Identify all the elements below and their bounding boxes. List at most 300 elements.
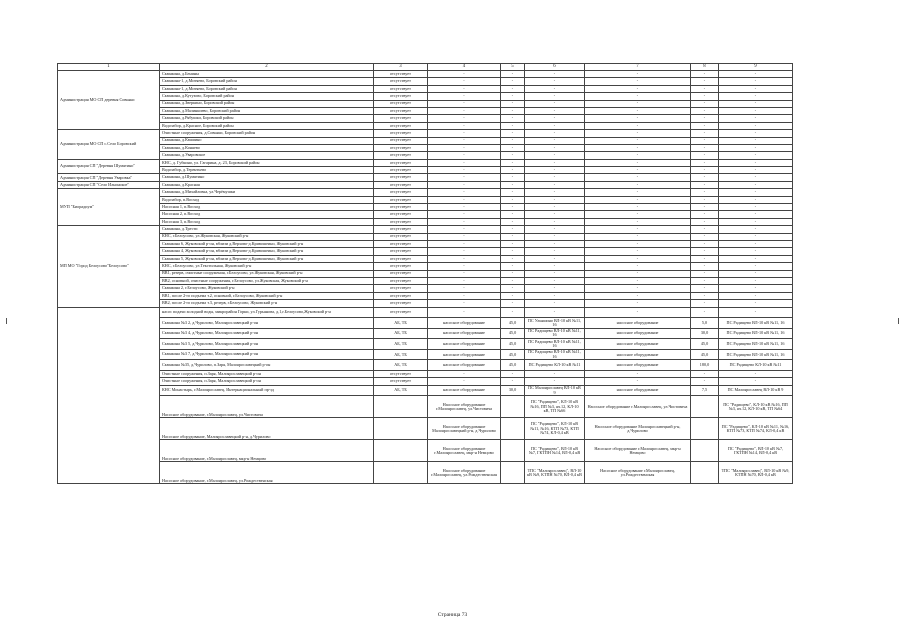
- feeder-cell: -: [525, 159, 585, 166]
- capacity-cell: -: [501, 85, 525, 92]
- document-sheet: [57, 63, 793, 484]
- capacity-alt-cell: -: [691, 100, 719, 107]
- feeder-alt-cell: -: [719, 167, 793, 174]
- object-name-cell: КНС, д. Губкино, ул. Гагарина, д. 23, Боровский район: [160, 159, 374, 166]
- equipment-cell: -: [428, 137, 501, 144]
- column-number: 1: [58, 64, 160, 71]
- header-row: [58, 64, 793, 71]
- equipment-alt-cell: -: [585, 255, 691, 262]
- feeder-alt-cell: ПС "Радищево", КЛ-10 кВ №11, №16, КТП №73, КТП №74, КЛ-0,4 кВ: [719, 418, 793, 440]
- power-source-cell: АБ, ТБ: [374, 328, 428, 339]
- equipment-cell: -: [428, 248, 501, 255]
- equipment-cell: -: [428, 196, 501, 203]
- capacity-cell: -: [501, 107, 525, 114]
- equipment-alt-cell: -: [585, 71, 691, 78]
- object-name-cell: Насосное оборудование, г.Малоярославец, ул.Рождественская: [160, 462, 374, 484]
- capacity-alt-cell: -: [691, 71, 719, 78]
- equipment-cell: -: [428, 174, 501, 181]
- object-name-cell: Скважина, д.Михайловка, ул.Черёмушки: [160, 189, 374, 196]
- capacity-alt-cell: -: [691, 167, 719, 174]
- organization-cell: Администрация СП "Село Ильинское": [58, 181, 160, 188]
- equipment-alt-cell: насосное оборудование: [585, 360, 691, 371]
- feeder-alt-cell: ПС Радищево ВЛ-10 кВ №11, 16: [719, 328, 793, 339]
- object-name-cell: КНС, г.Белоусово, ул.Жуковская, Жуковский р-н: [160, 233, 374, 240]
- feeder-alt-cell: -: [719, 371, 793, 378]
- feeder-cell: -: [525, 181, 585, 188]
- capacity-cell: 45,0: [501, 349, 525, 360]
- feeder-cell: -: [525, 255, 585, 262]
- power-source-cell: отсутствует: [374, 78, 428, 85]
- feeder-alt-cell: -: [719, 196, 793, 203]
- feeder-cell: -: [525, 204, 585, 211]
- capacity-cell: -: [501, 189, 525, 196]
- feeder-alt-cell: -: [719, 248, 793, 255]
- equipment-cell: -: [428, 218, 501, 225]
- object-name-cell: КНС Монастырь, г.Малоярославец, Интернациональный пр-зд: [160, 385, 374, 396]
- feeder-cell: -: [525, 211, 585, 218]
- capacity-cell: -: [501, 137, 525, 144]
- capacity-alt-cell: -: [691, 378, 719, 385]
- capacity-cell: -: [501, 115, 525, 122]
- power-source-cell: [374, 440, 428, 462]
- equipment-alt-cell: Насосное оборудование Малоярославецкий р-н, д.Чурилово: [585, 418, 691, 440]
- table-row: [58, 396, 793, 418]
- feeder-cell: -: [525, 78, 585, 85]
- table-row: [58, 371, 793, 378]
- feeder-cell: -: [525, 174, 585, 181]
- object-name-cell: Скважина №3 7, д.Чурилово, Малоярославецкий р-он: [160, 349, 374, 360]
- table-row: [58, 233, 793, 240]
- table-row: [58, 152, 793, 159]
- table-row: [58, 292, 793, 299]
- feeder-alt-cell: -: [719, 240, 793, 247]
- equipment-cell: -: [428, 263, 501, 270]
- capacity-cell: [501, 462, 525, 484]
- equipment-cell: -: [428, 226, 501, 233]
- column-number: 8: [691, 64, 719, 71]
- equipment-cell: насосное оборудование: [428, 339, 501, 350]
- organization-cell: [58, 307, 160, 484]
- capacity-cell: -: [501, 174, 525, 181]
- feeder-alt-cell: -: [719, 378, 793, 385]
- equipment-alt-cell: Насосное оборудование г.Малоярославец, мкр-н Немцово: [585, 440, 691, 462]
- feeder-cell: -: [525, 71, 585, 78]
- table-row: [58, 159, 793, 166]
- object-name-cell: Скважина, д.Коняево: [160, 144, 374, 151]
- power-source-cell: отсутствует: [374, 218, 428, 225]
- equipment-alt-cell: -: [585, 137, 691, 144]
- equipment-alt-cell: насосное оборудование: [585, 349, 691, 360]
- feeder-cell: -: [525, 218, 585, 225]
- table-row: [58, 100, 793, 107]
- table-row: [58, 440, 793, 462]
- feeder-cell: -: [525, 196, 585, 203]
- table-row: [58, 349, 793, 360]
- equipment-cell: -: [428, 181, 501, 188]
- feeder-alt-cell: -: [719, 277, 793, 284]
- object-name-cell: Очистные сооружения, д.Совьяки, Боровский район: [160, 130, 374, 137]
- object-name-cell: Скважина 5, Жуковский р-он, вблизи д.Верхово-д.Кривошеино, Жуковский р-н: [160, 255, 374, 262]
- feeder-alt-cell: -: [719, 211, 793, 218]
- table-row: [58, 211, 793, 218]
- object-name-cell: Скважина №35, д.Чурилово, п.Заря, Малоярославецкий р-он: [160, 360, 374, 371]
- capacity-cell: -: [501, 211, 525, 218]
- capacity-cell: 30,0: [501, 385, 525, 396]
- feeder-alt-cell: ПС Радищево ВЛ-10 кВ №11, 16: [719, 318, 793, 329]
- equipment-cell: насосное оборудование: [428, 318, 501, 329]
- capacity-alt-cell: -: [691, 152, 719, 159]
- table-row: [58, 144, 793, 151]
- feeder-cell: -: [525, 167, 585, 174]
- equipment-cell: Насосное оборудование г.Малоярославец, ул.Чистовича: [428, 396, 501, 418]
- table-row: [58, 462, 793, 484]
- equipment-alt-cell: -: [585, 130, 691, 137]
- table-row: [58, 130, 793, 137]
- power-source-cell: отсутствует: [374, 277, 428, 284]
- capacity-cell: -: [501, 240, 525, 247]
- power-source-cell: отсутствует: [374, 167, 428, 174]
- object-name-cell: Скважина, д.Бенины: [160, 71, 374, 78]
- feeder-alt-cell: ПС Радищево ВЛ-10 кВ №11, 16: [719, 339, 793, 350]
- equipment-cell: -: [428, 152, 501, 159]
- capacity-alt-cell: 45,0: [691, 349, 719, 360]
- power-source-cell: отсутствует: [374, 122, 428, 129]
- capacity-alt-cell: -: [691, 78, 719, 85]
- object-name-cell: ВВ1, резерв, очистные сооружения, г.Белоусово, ул.Жуковская, Жуковский р-н: [160, 270, 374, 277]
- equipment-alt-cell: -: [585, 263, 691, 270]
- capacity-alt-cell: -: [691, 211, 719, 218]
- feeder-alt-cell: ПС Радищево КЛ-10 кВ №11: [719, 360, 793, 371]
- capacity-alt-cell: -: [691, 85, 719, 92]
- capacity-alt-cell: -: [691, 189, 719, 196]
- capacity-cell: -: [501, 152, 525, 159]
- equipment-alt-cell: -: [585, 226, 691, 233]
- feeder-alt-cell: ПС Радищево ВЛ-10 кВ №11, 16: [719, 349, 793, 360]
- equipment-alt-cell: -: [585, 285, 691, 292]
- feeder-cell: -: [525, 137, 585, 144]
- capacity-alt-cell: -: [691, 122, 719, 129]
- capacity-cell: -: [501, 167, 525, 174]
- capacity-alt-cell: -: [691, 93, 719, 100]
- capacity-alt-cell: -: [691, 233, 719, 240]
- power-source-cell: отсутствует: [374, 378, 428, 385]
- table-row: [58, 248, 793, 255]
- feeder-cell: ПС "Радищево", КЛ-10 кВ №11, №16, КТП №73, КТП №74, КЛ-0,4 кВ: [525, 418, 585, 440]
- capacity-cell: -: [501, 371, 525, 378]
- capacity-alt-cell: -: [691, 307, 719, 318]
- equipment-cell: -: [428, 277, 501, 284]
- equipment-alt-cell: -: [585, 371, 691, 378]
- object-name-cell: Скважина №3 4, д.Чурилово, Малоярославецкий р-он: [160, 328, 374, 339]
- equipment-alt-cell: -: [585, 233, 691, 240]
- equipment-alt-cell: -: [585, 248, 691, 255]
- equipment-cell: Насосное оборудование г.Малоярославец, ул.Рождественская: [428, 462, 501, 484]
- equipment-cell: Насосное оборудование г.Малоярославец, мкр-н Немцово: [428, 440, 501, 462]
- power-source-cell: отсутствует: [374, 130, 428, 137]
- power-source-cell: отсутствует: [374, 371, 428, 378]
- power-source-cell: отсутствует: [374, 292, 428, 299]
- object-name-cell: ВВ1, после 2-го подъема т.2, основной, г.Белоусово, Жуковский р-н: [160, 292, 374, 299]
- equipment-cell: -: [428, 240, 501, 247]
- capacity-cell: -: [501, 204, 525, 211]
- capacity-alt-cell: -: [691, 292, 719, 299]
- capacity-cell: -: [501, 270, 525, 277]
- capacity-cell: -: [501, 248, 525, 255]
- table-row: [58, 122, 793, 129]
- power-source-cell: АБ, ТБ: [374, 360, 428, 371]
- feeder-cell: -: [525, 300, 585, 307]
- feeder-cell: -: [525, 100, 585, 107]
- power-source-cell: отсутствует: [374, 93, 428, 100]
- table-row: [58, 285, 793, 292]
- equipment-alt-cell: -: [585, 204, 691, 211]
- feeder-cell: -: [525, 270, 585, 277]
- power-source-cell: отсутствует: [374, 263, 428, 270]
- equipment-alt-cell: -: [585, 292, 691, 299]
- feeder-cell: -: [525, 371, 585, 378]
- object-name-cell: Насосная 1, п.Восход: [160, 204, 374, 211]
- feeder-cell: ТПС "Малоярославец", ВЛ-10 кВ №9, КТПН №70, ВЛ-0,4 кВ: [525, 462, 585, 484]
- capacity-alt-cell: -: [691, 371, 719, 378]
- capacity-alt-cell: 180,0: [691, 360, 719, 371]
- equipment-alt-cell: -: [585, 100, 691, 107]
- equipment-cell: -: [428, 71, 501, 78]
- object-name-cell: Скважина №3 2, д.Чурилово, Малоярославецкий р-он: [160, 318, 374, 329]
- equipment-alt-cell: насосное оборудование: [585, 385, 691, 396]
- equipment-alt-cell: -: [585, 270, 691, 277]
- feeder-alt-cell: -: [719, 107, 793, 114]
- equipment-cell: -: [428, 167, 501, 174]
- feeder-alt-cell: -: [719, 307, 793, 318]
- capacity-cell: -: [501, 285, 525, 292]
- object-name-cell: Очистные сооружения, п.Заря, Малоярославецкий р-он: [160, 371, 374, 378]
- equipment-alt-cell: насосное оборудование: [585, 318, 691, 329]
- column-number: 6: [525, 64, 585, 71]
- table-row: [58, 378, 793, 385]
- capacity-alt-cell: -: [691, 107, 719, 114]
- power-source-cell: отсутствует: [374, 204, 428, 211]
- feeder-cell: ПС Радищево ВЛ-10 кВ №11, 16: [525, 339, 585, 350]
- power-source-cell: отсутствует: [374, 196, 428, 203]
- object-name-cell: Скважина, д.Уваровское: [160, 152, 374, 159]
- feeder-alt-cell: -: [719, 204, 793, 211]
- feeder-alt-cell: -: [719, 181, 793, 188]
- object-name-cell: Насосная 3, п.Восход: [160, 218, 374, 225]
- table-row: [58, 328, 793, 339]
- power-source-cell: отсутствует: [374, 233, 428, 240]
- object-name-cell: Скважина 4, Жуковский р-он, вблизи д.Верхово-д.Кривошеино, Жуковский р-н: [160, 248, 374, 255]
- object-name-cell: КНС, г.Белоусово, ул.Текстильная, Жуковский р-н: [160, 263, 374, 270]
- feeder-cell: -: [525, 130, 585, 137]
- capacity-alt-cell: [691, 396, 719, 418]
- capacity-alt-cell: -: [691, 159, 719, 166]
- power-source-cell: отсутствует: [374, 285, 428, 292]
- object-name-cell: ВВ2, после 2-го подъема т.3, резерв, г.Белоусово, Жуковский р-н: [160, 300, 374, 307]
- power-source-cell: отсутствует: [374, 211, 428, 218]
- object-name-cell: Насосное оборудование, г.Малоярославец, мкр-н Немцово: [160, 440, 374, 462]
- power-source-cell: отсутствует: [374, 270, 428, 277]
- feeder-alt-cell: -: [719, 130, 793, 137]
- organization-cell: МП МО "Город Белоусово"Белоусово": [58, 226, 160, 307]
- object-name-cell: Насосное оборудование, Малоярославецкий р-н, д.Чурилово: [160, 418, 374, 440]
- power-source-cell: отсутствует: [374, 85, 428, 92]
- object-name-cell: Скважина, д.Зверкино, Боровский район: [160, 100, 374, 107]
- table-row: [58, 181, 793, 188]
- table-row: [58, 174, 793, 181]
- capacity-alt-cell: -: [691, 204, 719, 211]
- equipment-alt-cell: -: [585, 240, 691, 247]
- capacity-cell: -: [501, 226, 525, 233]
- table-row: [58, 137, 793, 144]
- feeder-alt-cell: -: [719, 137, 793, 144]
- power-source-cell: отсутствует: [374, 255, 428, 262]
- capacity-alt-cell: -: [691, 196, 719, 203]
- feeder-alt-cell: -: [719, 93, 793, 100]
- capacity-alt-cell: -: [691, 263, 719, 270]
- capacity-alt-cell: -: [691, 137, 719, 144]
- equipment-cell: -: [428, 130, 501, 137]
- object-name-cell: насос подачи холодной воды, микрорайон Горки, ул.Гурьянова, д.1,г.Белоусово,Жуковский р-н: [160, 307, 374, 318]
- table-row: [58, 218, 793, 225]
- capacity-cell: -: [501, 277, 525, 284]
- feeder-cell: -: [525, 189, 585, 196]
- equipment-cell: -: [428, 211, 501, 218]
- power-source-cell: отсутствует: [374, 240, 428, 247]
- feeder-cell: ПС Ульяшино ВЛ-10 кВ №11, 16: [525, 318, 585, 329]
- equipment-alt-cell: -: [585, 196, 691, 203]
- power-source-cell: отсутствует: [374, 100, 428, 107]
- capacity-cell: -: [501, 196, 525, 203]
- power-source-cell: АБ, ТБ: [374, 385, 428, 396]
- capacity-cell: -: [501, 378, 525, 385]
- table-row: [58, 71, 793, 78]
- feeder-alt-cell: -: [719, 300, 793, 307]
- equipment-cell: -: [428, 285, 501, 292]
- feeder-alt-cell: -: [719, 159, 793, 166]
- organization-cell: МУП "Биорадиум": [58, 189, 160, 226]
- feeder-alt-cell: -: [719, 218, 793, 225]
- power-source-cell: [374, 462, 428, 484]
- equipment-cell: -: [428, 115, 501, 122]
- object-name-cell: Скважина, д.Квашино: [160, 137, 374, 144]
- capacity-cell: -: [501, 263, 525, 270]
- table-row: [58, 204, 793, 211]
- feeder-alt-cell: -: [719, 270, 793, 277]
- power-source-cell: отсутствует: [374, 71, 428, 78]
- table-row: [58, 318, 793, 329]
- equipment-cell: -: [428, 292, 501, 299]
- organization-cell: Администрация МО СП с.Село Боровский: [58, 130, 160, 160]
- equipment-cell: -: [428, 93, 501, 100]
- feeder-cell: -: [525, 226, 585, 233]
- capacity-alt-cell: -: [691, 255, 719, 262]
- table-row: [58, 189, 793, 196]
- capacity-alt-cell: -: [691, 248, 719, 255]
- capacity-cell: 45,0: [501, 328, 525, 339]
- feeder-alt-cell: -: [719, 71, 793, 78]
- table-row: [58, 107, 793, 114]
- power-source-cell: отсутствует: [374, 159, 428, 166]
- equipment-cell: -: [428, 85, 501, 92]
- column-number: 9: [719, 64, 793, 71]
- capacity-cell: -: [501, 307, 525, 318]
- equipment-cell: насосное оборудование: [428, 360, 501, 371]
- equipment-cell: насосное оборудование: [428, 385, 501, 396]
- feeder-cell: -: [525, 233, 585, 240]
- feeder-alt-cell: ПС "Радищево", ВЛ-10 кВ №7, ГКТПН №14, ВЛ-0,4 кВ: [719, 440, 793, 462]
- table-row: [58, 78, 793, 85]
- power-source-cell: АБ, ТБ: [374, 349, 428, 360]
- power-source-cell: отсутствует: [374, 226, 428, 233]
- column-number: 7: [585, 64, 691, 71]
- table-row: [58, 307, 793, 318]
- feeder-alt-cell: -: [719, 115, 793, 122]
- capacity-alt-cell: -: [691, 285, 719, 292]
- power-source-cell: АБ, ТБ: [374, 339, 428, 350]
- capacity-cell: 45,0: [501, 318, 525, 329]
- equipment-alt-cell: -: [585, 159, 691, 166]
- equipment-cell: -: [428, 371, 501, 378]
- capacity-alt-cell: -: [691, 130, 719, 137]
- organization-cell: Администрация СП "Деревня Уваровка": [58, 174, 160, 181]
- object-name-cell: Водозабор, д.Красное, Боровский район: [160, 122, 374, 129]
- equipment-alt-cell: -: [585, 85, 691, 92]
- table-row: [58, 115, 793, 122]
- column-number: 3: [374, 64, 428, 71]
- feeder-alt-cell: -: [719, 263, 793, 270]
- capacity-cell: -: [501, 93, 525, 100]
- capacity-cell: -: [501, 144, 525, 151]
- equipment-cell: насосное оборудование: [428, 349, 501, 360]
- object-name-cell: Насосное оборудование, г.Малоярославец, ул.Чистовича: [160, 396, 374, 418]
- object-name-cell: Скважина, д.Малинкиево, Боровский район: [160, 107, 374, 114]
- equipment-alt-cell: -: [585, 152, 691, 159]
- capacity-alt-cell: 7,5: [691, 385, 719, 396]
- equipment-alt-cell: Насосное оборудование г.Малоярославец, ул.Рождественская: [585, 462, 691, 484]
- capacity-alt-cell: -: [691, 240, 719, 247]
- feeder-alt-cell: -: [719, 189, 793, 196]
- feeder-cell: -: [525, 240, 585, 247]
- object-name-cell: Скважина 2, г.Белоусово, Жуковский р-н: [160, 285, 374, 292]
- object-name-cell: Очистные сооружения, п.Заря, Малоярославецкий р-он: [160, 378, 374, 385]
- power-source-cell: АБ, ТБ: [374, 318, 428, 329]
- equipment-cell: -: [428, 107, 501, 114]
- equipment-alt-cell: -: [585, 218, 691, 225]
- feeder-cell: ПС "Радищево", ВЛ-10 кВ №7, ГКТПН №14, ВЛ-0,4 кВ: [525, 440, 585, 462]
- capacity-cell: -: [501, 300, 525, 307]
- feeder-alt-cell: -: [719, 255, 793, 262]
- capacity-alt-cell: [691, 418, 719, 440]
- feeder-cell: -: [525, 292, 585, 299]
- equipment-alt-cell: -: [585, 144, 691, 151]
- table-row: [58, 360, 793, 371]
- power-source-cell: отсутствует: [374, 137, 428, 144]
- capacity-cell: -: [501, 122, 525, 129]
- feeder-cell: ПС Радищево ВЛ-10 кВ №11, 16: [525, 349, 585, 360]
- power-source-cell: отсутствует: [374, 248, 428, 255]
- equipment-alt-cell: -: [585, 181, 691, 188]
- power-source-cell: отсутствует: [374, 307, 428, 318]
- power-source-cell: отсутствует: [374, 300, 428, 307]
- equipment-cell: -: [428, 204, 501, 211]
- feeder-cell: ПС Радищево КЛ-10 кВ №11: [525, 360, 585, 371]
- capacity-cell: -: [501, 159, 525, 166]
- feeder-cell: -: [525, 285, 585, 292]
- table-row: [58, 93, 793, 100]
- equipment-alt-cell: -: [585, 378, 691, 385]
- capacity-cell: -: [501, 233, 525, 240]
- equipment-alt-cell: насосное оборудование: [585, 328, 691, 339]
